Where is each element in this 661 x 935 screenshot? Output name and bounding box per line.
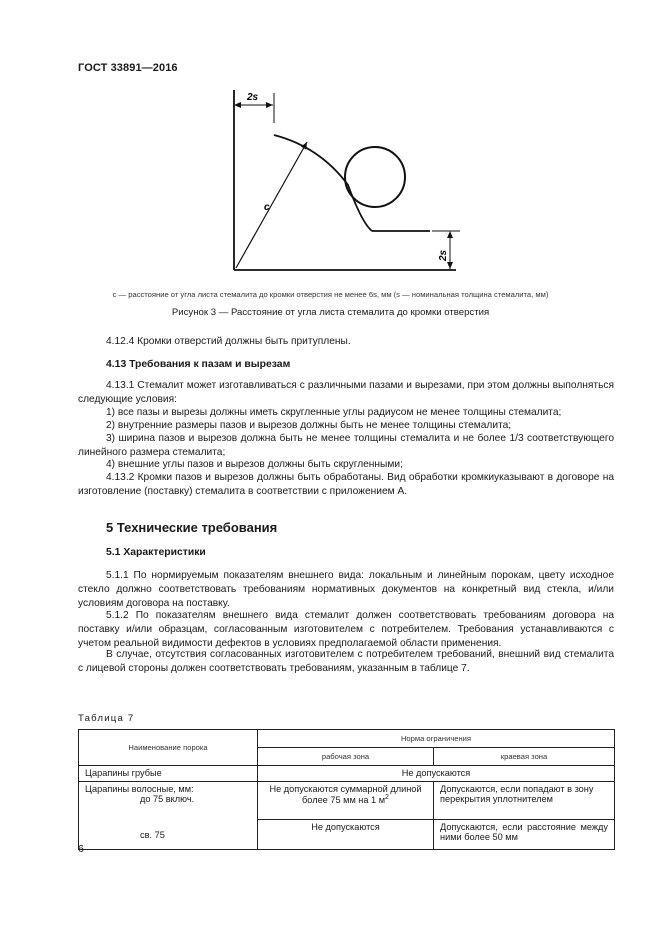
unit-superscript: 2: [385, 794, 389, 801]
header-defect-name: Наименование порока: [79, 730, 258, 766]
hole-circle: [345, 147, 405, 207]
paragraph-5-1-2: 5.1.2 По показателям внешнего вида стемалит должен соответствовать требованиям договора на поставку и/или образцам, согласованным изготовителем с потребителем. Требования устанавливаются с учетом реальной видимости дефектов в условиях предполагаемой области применения.: [78, 610, 614, 649]
list-item-4: 4) внешние углы пазов и вырезов должны быть скругленными;: [106, 459, 403, 470]
heading-5-1: 5.1 Характеристики: [106, 547, 206, 558]
paragraph-4-13-1: 4.13.1 Стемалит может изготавливаться с различными пазами и вырезами, при этом должны выполняться следующие условия:: [78, 380, 614, 405]
list-item-1: 1) все пазы и вырезы должны иметь скругленные углы радиусом не менее толщины стемалита;: [106, 407, 562, 418]
header-edge-zone: краевая зона: [434, 748, 615, 766]
row-hair-over75-edge: Допускаются, если расстояние между ними более 50 мм: [434, 820, 615, 850]
page-number: 6: [78, 843, 84, 855]
clearance-arc: [274, 135, 372, 231]
row-rough-scratches-name: Царапины грубые: [79, 766, 258, 782]
table-7: [78, 729, 615, 850]
dim-c-line: [236, 142, 307, 268]
dim-2s-right-label: 2s: [438, 249, 449, 261]
heading-section-5: 5 Технические требования: [106, 520, 278, 535]
hair-scratches-label: Царапины волосные, мм:: [85, 784, 194, 794]
heading-4-13: 4.13 Требования к пазам и вырезам: [106, 359, 291, 370]
row-hair-scratches-name: [79, 782, 258, 850]
table-title: Таблица 7: [78, 713, 135, 724]
document-header: ГОСТ 33891—2016: [78, 62, 178, 74]
list-item-3: 3) ширина пазов и вырезов должна быть не менее толщины стемалита и не более 1/3 соответствующего линейного размера стемалита;: [78, 433, 614, 458]
dim-c-label: c: [264, 202, 270, 213]
header-work-zone: рабочая зона: [258, 748, 434, 766]
row-hair-upto75-edge: Допускаются, если попадают в зону перекрытия уплотнителем: [434, 782, 615, 820]
hair-scratches-over-75: св. 75: [140, 830, 165, 840]
paragraph-5-1-1: 5.1.1 По нормируемым показателям внешнего вида: локальным и линейным порокам, цвету исходное стекло должно соответствовать требованиям нормативных документов на конкретный вид стекла, и/или условиям договора на поставку.: [78, 570, 614, 609]
row-hair-upto75-work: [258, 782, 434, 820]
header-norm: Норма ограничения: [258, 730, 615, 748]
dim-2s-top-label: 2s: [247, 92, 259, 103]
hair-scratches-up-to-75: до 75 включ.: [140, 794, 195, 804]
list-item-2: 2) внутренние размеры пазов и вырезов должны быть не менее толщины стемалита;: [106, 420, 512, 431]
paragraph-case: В случае, отсутствия согласованных изготовителем с потребителем требований, внешний вид стемалита с лицевой стороны должен соответствовать требованиям, указанным в таблице 7.: [78, 649, 614, 674]
row-rough-scratches-value: Не допускаются: [258, 766, 615, 782]
paragraph-4-13-2: 4.13.2 Кромки пазов и вырезов должны быть обработаны. Вид обработки кромкиуказывают в договоре на изготовление (поставку) стемалита в соответствии с приложением А.: [78, 472, 614, 497]
figure-caption: Рисунок 3 — Расстояние от угла листа стемалита до кромки отверстия: [171, 307, 490, 318]
row-hair-upto75-work-text: Не допускаются суммарной длиной более 75 мм на 1 м: [269, 784, 422, 806]
paragraph-4-12-4: 4.12.4 Кромки отверстий должны быть притуплены.: [106, 336, 351, 347]
figure-corner-distance: [220, 85, 470, 280]
figure-note: c — расстояние от угла листа стемалита до кромки отверстия не менее 6s, мм (s — номинальная толщина стемалита, мм): [112, 290, 549, 299]
row-hair-over75-work: Не допускаются: [258, 820, 434, 850]
